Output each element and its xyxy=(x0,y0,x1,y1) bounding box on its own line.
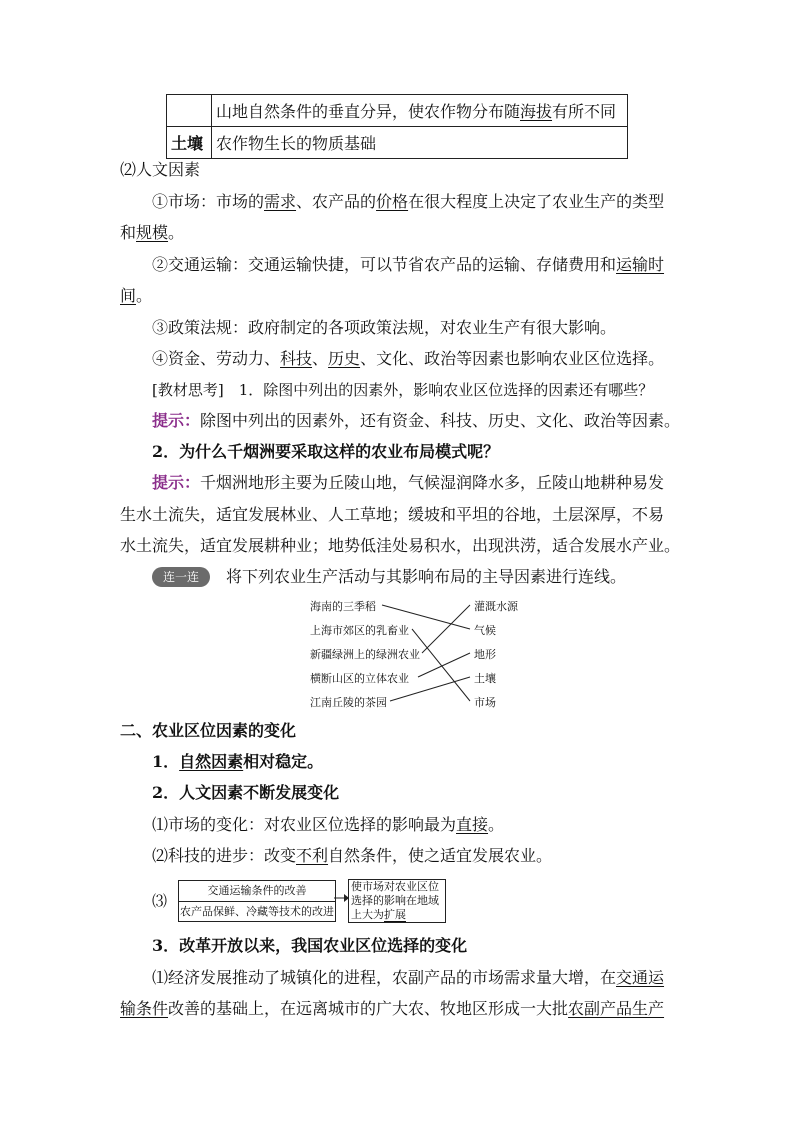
matching-line xyxy=(418,653,470,677)
table-row xyxy=(167,127,628,159)
table-cell-description: 农作物生长的物质基础 xyxy=(212,127,628,159)
paragraph-urbanization-cont: 输条件改善的基础上，在远离城市的广大农、牧地区形成一大批农副产品生产 xyxy=(120,999,665,1018)
matching-line xyxy=(412,629,470,701)
right-item: 灌溉水源 xyxy=(474,600,518,613)
paragraph-transport: ②交通运输：交通运输快捷，可以节省农产品的运输、存储费用和运输时 xyxy=(152,255,665,274)
natural-factors-table xyxy=(166,94,628,159)
paragraph-capital: ④资金、劳动力、科技、历史、文化、政治等因素也影响农业区位选择。 xyxy=(152,349,665,368)
paragraph-urbanization: ⑴经济发展推动了城镇化的进程，农副产品的市场需求量大增，在交通运 xyxy=(152,968,665,987)
hint-answer-1: 提示：除图中列出的因素外，还有资金、科技、历史、文化、政治等因素。 xyxy=(152,411,681,430)
flow-cause-1: 交通运输条件的改善 xyxy=(179,881,335,902)
hint-answer-2-line3: 水土流失，适宜发展耕种业；地势低洼处易积水，出现洪涝，适合发展水产业。 xyxy=(120,536,681,555)
subsection-reform: 3．改革开放以来，我国农业区位选择的变化 xyxy=(152,936,468,955)
flow-result-box: 使市场对农业区位 选择的影响在地域 上大为扩展 xyxy=(348,879,446,923)
flow-number: ⑶ xyxy=(152,892,168,910)
subsection-human: 2．人文因素不断发展变化 xyxy=(152,783,340,802)
paragraph-market: ①市场：市场的需求、农产品的价格在很大程度上决定了农业生产的类型 xyxy=(152,192,665,211)
paragraph-policy: ③政策法规：政府制定的各项政策法规，对农业生产有很大影响。 xyxy=(152,318,617,337)
section-heading-2: 二、农业区位因素的变化 xyxy=(120,721,297,740)
left-item: 横断山区的立体农业 xyxy=(310,672,409,685)
flow-cause-2: 农产品保鲜、冷藏等技术的改进 xyxy=(180,905,334,918)
left-item: 新疆绿洲上的绿洲农业 xyxy=(310,648,420,661)
right-item: 气候 xyxy=(474,624,496,637)
matching-line xyxy=(422,605,470,653)
table-row xyxy=(167,95,628,127)
hint-label: 提示： xyxy=(152,411,201,430)
underlined-term: 海拔 xyxy=(520,102,553,121)
hint-answer-2-line2: 生水土流失，适宜发展林业、人工草地；缓坡和平坦的谷地，土层深厚，不易 xyxy=(120,505,665,524)
section-heading: ⑵人文因素 xyxy=(120,160,201,179)
hint-label: 提示： xyxy=(152,473,201,492)
paragraph-market-change: ⑴市场的变化：对农业区位选择的影响最为直接。 xyxy=(152,815,505,834)
paragraph-transport-cont: 间。 xyxy=(120,286,153,305)
textbook-question-2: 2．为什么千烟洲要采取这样的农业布局模式呢？ xyxy=(152,442,500,461)
hint-answer-2: 提示：千烟洲地形主要为丘陵山地，气候湿润降水多，丘陵山地耕种易发 xyxy=(152,473,665,492)
textbook-question-1: [教材思考] 1．除图中列出的因素外，影响农业区位选择的因素还有哪些？ xyxy=(152,381,654,399)
left-item: 上海市郊区的乳畜业 xyxy=(310,624,409,637)
right-item: 土壤 xyxy=(474,672,496,685)
right-item: 市场 xyxy=(474,696,496,709)
table-cell-factor xyxy=(167,95,212,127)
matching-figure xyxy=(300,594,540,712)
left-item: 海南的三季稻 xyxy=(310,600,376,613)
left-item: 江南丘陵的茶园 xyxy=(310,696,387,709)
table-text: 有所不同 xyxy=(552,102,617,121)
connect-badge: 连一连 xyxy=(152,567,210,587)
flow-cause-box xyxy=(178,880,336,922)
connect-instruction: 将下列农业生产活动与其影响布局的主导因素进行连线。 xyxy=(226,567,627,586)
right-item: 地形 xyxy=(474,648,496,661)
table-cell-description xyxy=(212,95,628,127)
table-text: 山地自然条件的垂直分异，使农作物分布随 xyxy=(216,102,521,121)
subsection-natural: 1．自然因素相对稳定。 xyxy=(152,752,324,771)
table-cell-factor: 土壤 xyxy=(167,127,212,159)
paragraph-market-cont: 和规模。 xyxy=(120,223,185,242)
paragraph-tech-progress: ⑵科技的进步：改变不利自然条件，使之适宜发展农业。 xyxy=(152,846,553,865)
